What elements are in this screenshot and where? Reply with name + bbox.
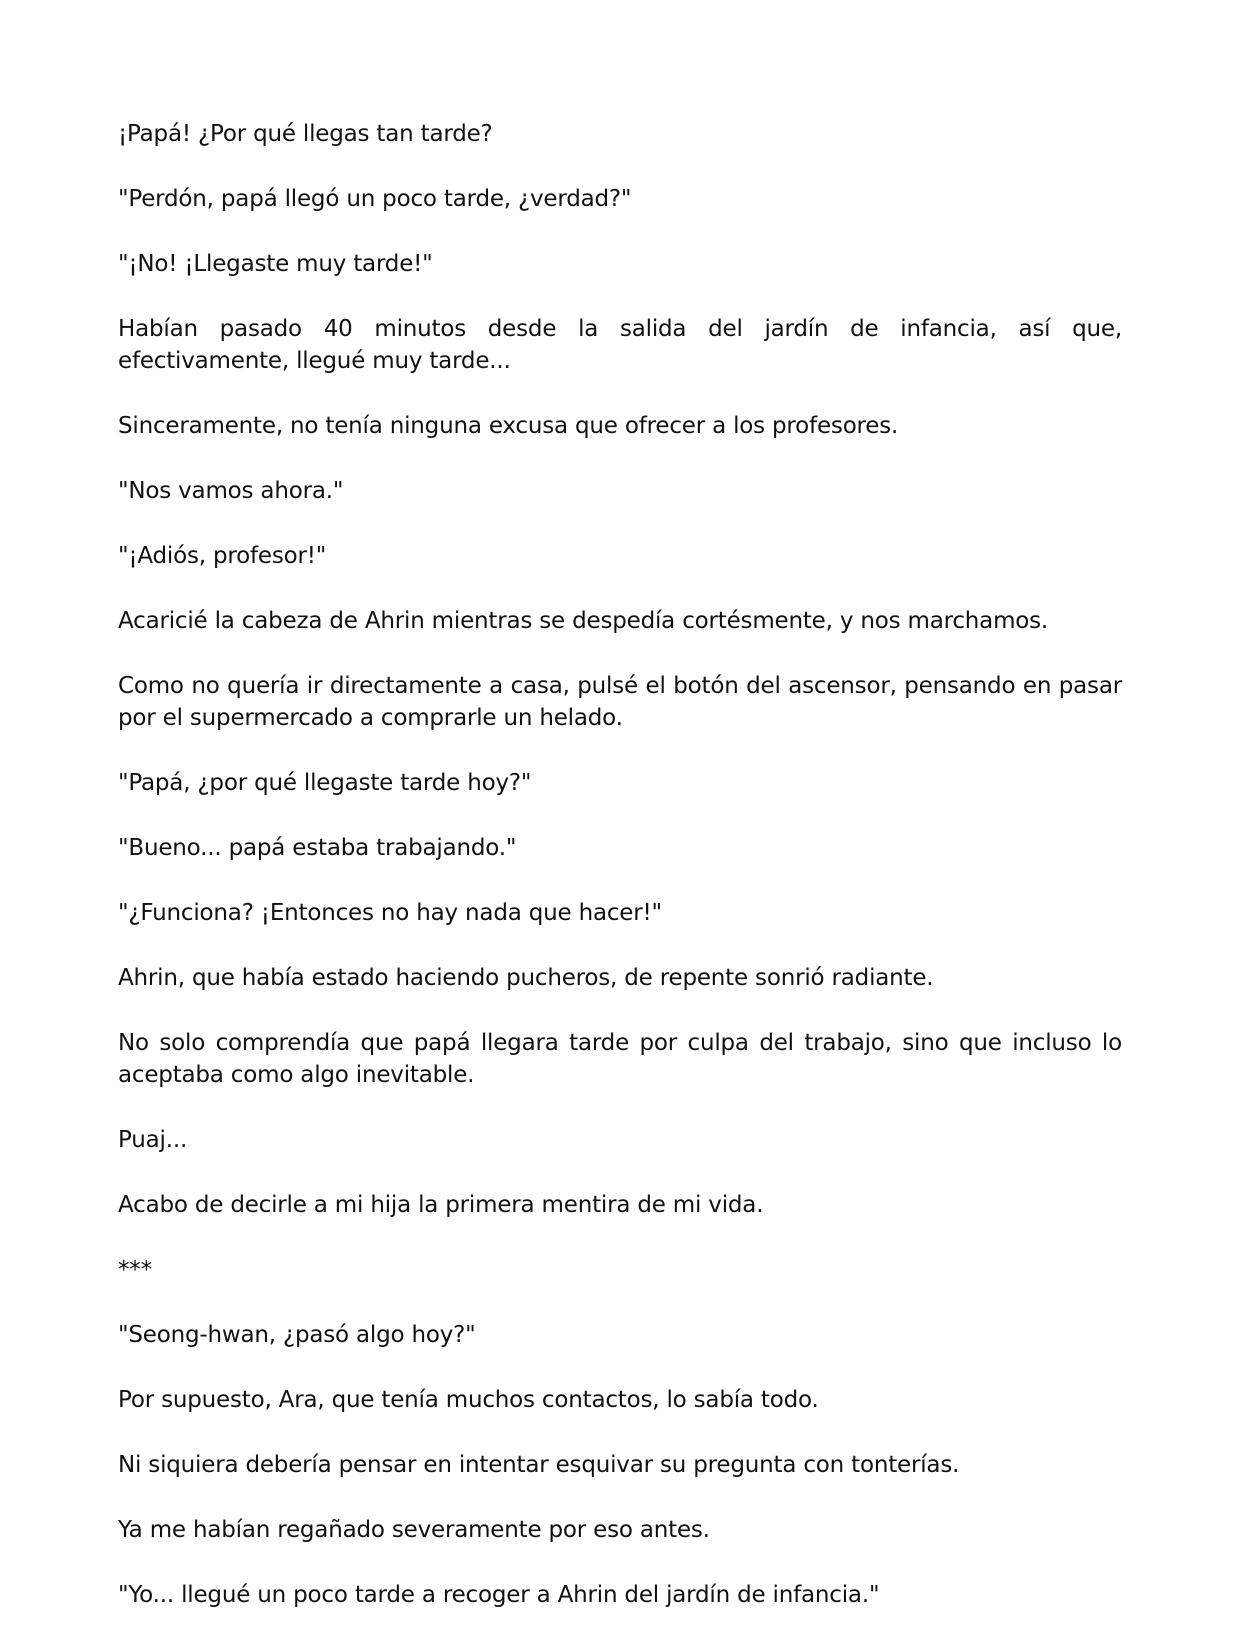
paragraph: Puaj... (118, 1127, 188, 1153)
paragraph: Sinceramente, no tenía ninguna excusa que ofrecer a los profesores. (118, 413, 899, 439)
paragraph: No solo comprendía que papá llegara tarde por culpa del trabajo, sino que incluso lo aceptaba como algo inevitable. (118, 1030, 1122, 1088)
scene-break: *** (118, 1257, 152, 1283)
paragraph: "¡No! ¡Llegaste muy tarde!" (118, 251, 433, 277)
paragraph: Como no quería ir directamente a casa, pulsé el botón del ascensor, pensando en pasar por el supermercado a comprarle un helado. (118, 673, 1122, 731)
paragraph: "¿Funciona? ¡Entonces no hay nada que hacer!" (118, 900, 662, 926)
paragraph: "Perdón, papá llegó un poco tarde, ¿verdad?" (118, 186, 632, 212)
paragraph: Ni siquiera debería pensar en intentar esquivar su pregunta con tonterías. (118, 1452, 960, 1478)
paragraph: ¡Papá! ¿Por qué llegas tan tarde? (118, 121, 493, 147)
paragraph: "Papá, ¿por qué llegaste tarde hoy?" (118, 770, 532, 796)
paragraph: Habían pasado 40 minutos desde la salida del jardín de infancia, así que, efectivamente, llegué muy tarde... (118, 316, 1122, 374)
paragraph: Acaricié la cabeza de Ahrin mientras se despedía cortésmente, y nos marchamos. (118, 608, 1049, 634)
paragraph: Acabo de decirle a mi hija la primera mentira de mi vida. (118, 1192, 764, 1218)
paragraph: "Seong-hwan, ¿pasó algo hoy?" (118, 1322, 476, 1348)
paragraph: Ahrin, que había estado haciendo pucheros, de repente sonrió radiante. (118, 965, 934, 991)
paragraph: "Yo... llegué un poco tarde a recoger a Ahrin del jardín de infancia." (118, 1582, 880, 1608)
paragraph: Por supuesto, Ara, que tenía muchos contactos, lo sabía todo. (118, 1387, 819, 1413)
paragraph: "¡Adiós, profesor!" (118, 543, 327, 569)
paragraph: "Nos vamos ahora." (118, 478, 344, 504)
paragraph: Ya me habían regañado severamente por eso antes. (118, 1517, 710, 1543)
paragraph: "Bueno... papá estaba trabajando." (118, 835, 517, 861)
document-body (118, 118, 1122, 1644)
